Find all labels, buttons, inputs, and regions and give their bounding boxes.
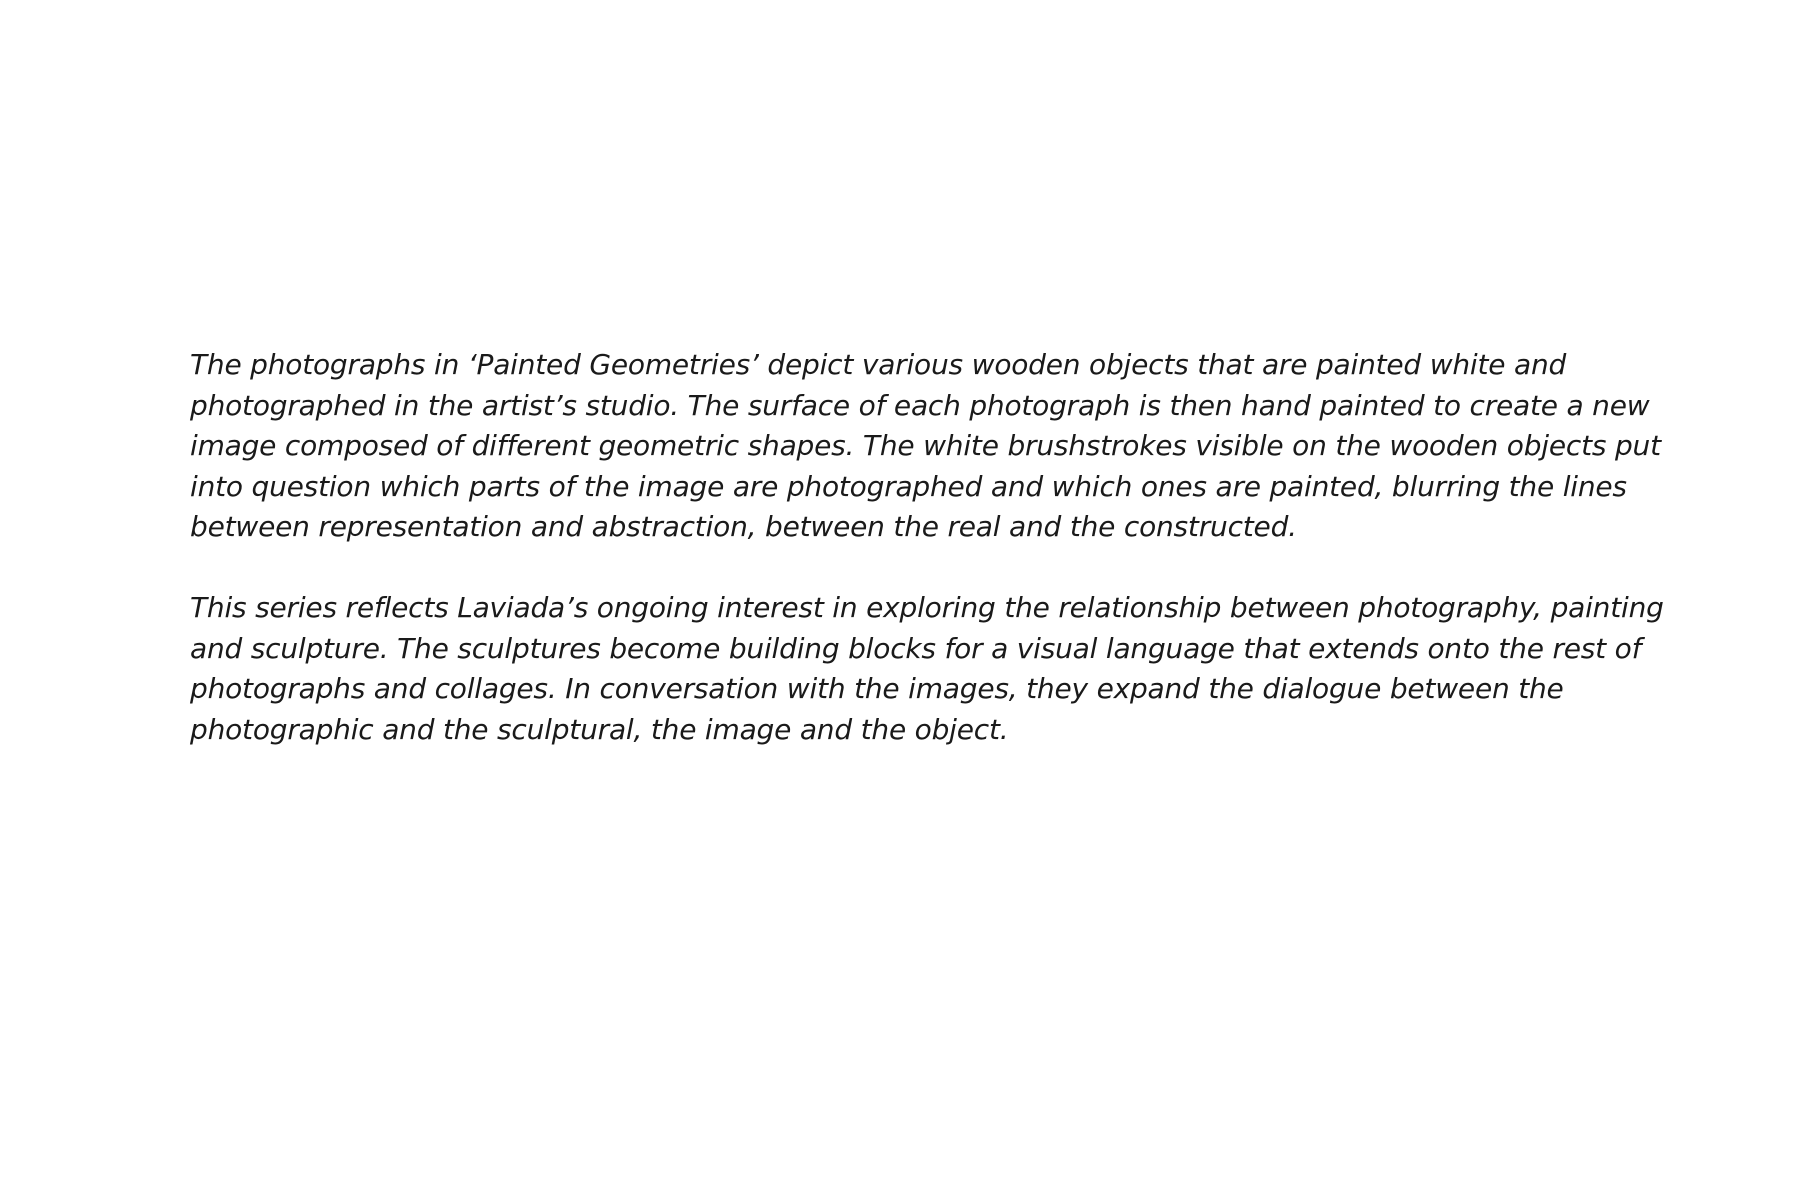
paragraph-line: and sculpture. The sculptures become building blocks for a visual language that extends onto the rest of [190,631,1642,665]
paragraph-line: photographic and the sculptural, the image and the object. [190,712,1009,746]
paragraph-line: image composed of different geometric shapes. The white brushstrokes visible on the wooden objects put [190,429,1661,462]
paragraph-line: photographs and collages. In conversation with the images, they expand the dialogue between the [190,672,1564,705]
paragraph-line: photographed in the artist’s studio. The surface of each photograph is then hand painted to create a new [190,388,1650,422]
paragraph-line: into question which parts of the image are photographed and which ones are painted, blurring the lines [190,469,1627,503]
paragraph-line: between representation and abstraction, between the real and the constructed. [190,510,1297,543]
statement-paragraph-2 [190,588,1670,750]
statement-paragraph-1 [190,345,1670,548]
artist-statement [190,345,1670,750]
paragraph-line: This series reflects Laviada’s ongoing interest in exploring the relationship between photography, painting [190,591,1664,624]
paragraph-line: The photographs in ‘Painted Geometries’ depict various wooden objects that are painted white and [190,348,1567,381]
